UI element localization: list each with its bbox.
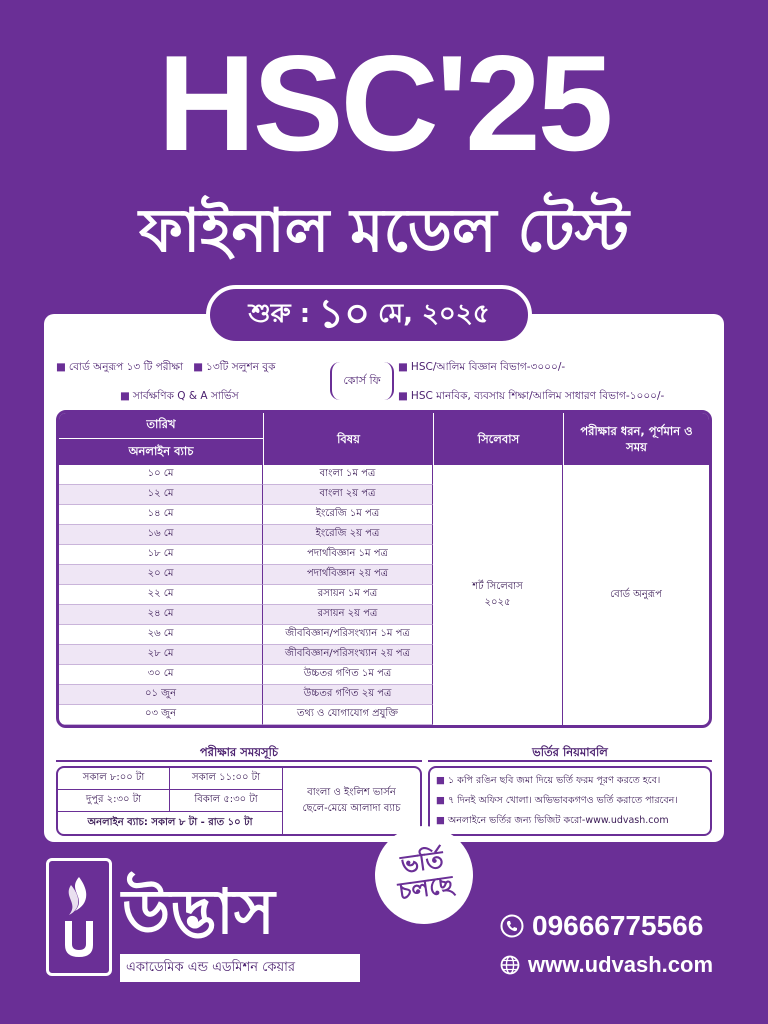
exam-date: ০১ জুন: [59, 685, 263, 705]
table-header: [59, 413, 709, 465]
exam-date: ১০ মে: [59, 465, 263, 485]
exam-routine-table: [56, 410, 712, 728]
batch-line: ছেলে-মেয়ে আলাদা ব্যাচ: [302, 803, 401, 814]
rules-box: [428, 766, 712, 836]
exam-date: ০৩ জুন: [59, 705, 263, 725]
table-row: [59, 605, 433, 625]
online-batch-time: অনলাইন ব্যাচ: সকাল ৮ টা - রাত ১০ টা: [87, 816, 253, 828]
exam-subject: বাংলা ২য় পত্র: [263, 485, 433, 505]
exam-subject: রসায়ন ২য় পত্র: [263, 605, 433, 625]
course-fee-label: কোর্স ফি: [330, 362, 394, 400]
schedule-box: [56, 766, 422, 836]
exam-date: ৩০ মে: [59, 665, 263, 685]
table-row: [59, 545, 433, 565]
table-row: [59, 565, 433, 585]
rule-item: ■ ৭ দিনই অফিস খোলা। অভিভাবকগণও ভর্তি করাতে পারবেন।: [436, 795, 678, 806]
table-body: [59, 465, 433, 725]
exam-subject: জীববিজ্ঞান/পরিসংখ্যান ১ম পত্র: [263, 625, 433, 645]
exam-subject: বাংলা ১ম পত্র: [263, 465, 433, 485]
table-row: [59, 485, 433, 505]
website-url: www.udvash.com: [528, 952, 714, 977]
divider: [56, 760, 422, 762]
header-online-batch: অনলাইন ব্যাচ: [128, 443, 194, 458]
udvash-logo-icon: [46, 858, 112, 976]
time-slot: সকাল ১১:০০ টা: [170, 768, 282, 790]
badge-text: ভর্তি চলছে: [396, 845, 456, 906]
fee-item: ■ HSC মানবিক, ব্যবসায় শিক্ষা/আলিম সাধারণ বিভাগ-১০০০/-: [398, 390, 665, 402]
header-exam-type: পরীক্ষার ধরন, পূর্ণমান ও সময়: [563, 413, 709, 465]
schedule-title: পরীক্ষার সময়সূচি: [199, 745, 279, 759]
exam-type-cell: বোর্ড অনুরূপ: [610, 588, 662, 600]
syllabus-cell: [433, 465, 563, 725]
subtitle: ফাইনাল মডেল টেস্ট: [139, 196, 629, 266]
feature-item: ■ সার্বক্ষণিক Q & A সার্ভিস: [120, 390, 239, 402]
exam-subject: পদার্থবিজ্ঞান ২য় পত্র: [263, 565, 433, 585]
exam-date: ১৬ মে: [59, 525, 263, 545]
exam-date: ২০ মে: [59, 565, 263, 585]
table-row: [59, 685, 433, 705]
rule-item[interactable]: ■ অনলাইনে ভর্তির জন্য ভিজিট করো-www.udvash.com: [436, 815, 669, 826]
exam-subject: উচ্চতর গণিত ২য় পত্র: [263, 685, 433, 705]
header-syllabus: সিলেবাস: [433, 413, 563, 465]
phone-icon: [500, 914, 524, 938]
start-label: শুরু :: [248, 299, 311, 329]
table-row: [59, 645, 433, 665]
syllabus-text: শর্ট সিলেবাস: [472, 581, 523, 592]
table-row: [59, 585, 433, 605]
fee-item: ■ HSC/আলিম বিজ্ঞান বিভাগ-৩০০০/-: [398, 361, 566, 373]
exam-subject: ইংরেজি ১ম পত্র: [263, 505, 433, 525]
time-slot: দুপুর ২:৩০ টা: [58, 790, 170, 812]
brand-tagline: একাডেমিক এন্ড এডমিশন কেয়ার: [120, 954, 360, 982]
exam-date: ১২ মে: [59, 485, 263, 505]
header-subject: বিষয়: [263, 413, 433, 465]
table-row: [59, 465, 433, 485]
globe-icon: [500, 955, 520, 975]
exam-subject: জীববিজ্ঞান/পরিসংখ্যান ২য় পত্র: [263, 645, 433, 665]
time-slot: বিকাল ৫:৩০ টা: [170, 790, 282, 812]
main-title: HSC'25: [157, 27, 611, 179]
table-row: [59, 705, 433, 725]
exam-date: ২৮ মে: [59, 645, 263, 665]
start-month: মে, ২০২৫: [378, 299, 490, 329]
feature-item: ■ ১৩টি সলুশন বুক: [193, 361, 276, 373]
start-date-pill: [206, 285, 532, 345]
rules-title: ভর্তির নিয়মাবলি: [532, 745, 608, 759]
header-date: তারিখ: [59, 413, 263, 439]
exam-subject: তথ্য ও যোগাযোগ প্রযুক্তি: [263, 705, 433, 725]
exam-subject: পদার্থবিজ্ঞান ১ম পত্র: [263, 545, 433, 565]
feature-item: ■ বোর্ড অনুরূপ ১৩ টি পরীক্ষা: [56, 361, 184, 373]
table-row: [59, 665, 433, 685]
exam-date: ১৪ মে: [59, 505, 263, 525]
exam-date: ২২ মে: [59, 585, 263, 605]
table-row: [59, 625, 433, 645]
table-row: [59, 505, 433, 525]
exam-subject: ইংরেজি ২য় পত্র: [263, 525, 433, 545]
version-info: [282, 768, 420, 834]
exam-date: ২৪ মে: [59, 605, 263, 625]
syllabus-year: ২০২৫: [484, 597, 511, 608]
exam-date: ১৮ মে: [59, 545, 263, 565]
exam-subject: রসায়ন ১ম পত্র: [263, 585, 433, 605]
phone-number: 09666775566: [532, 910, 704, 941]
exam-date: ২৬ মে: [59, 625, 263, 645]
rule-item: ■ ১ কপি রঙিন ছবি জমা দিয়ে ভর্তি ফরম পূরণ করতে হবে।: [436, 775, 661, 786]
phone-contact[interactable]: [500, 910, 703, 942]
website-contact[interactable]: [500, 952, 713, 978]
table-row: [59, 525, 433, 545]
start-day: ১০: [318, 290, 371, 337]
exam-subject: উচ্চতর গণিত ১ম পত্র: [263, 665, 433, 685]
brand-name: উদ্ভাস: [122, 875, 275, 948]
time-slot: সকাল ৮:০০ টা: [58, 768, 170, 790]
divider: [428, 760, 712, 762]
version-line: বাংলা ও ইংলিশ ভার্সন: [307, 787, 396, 798]
